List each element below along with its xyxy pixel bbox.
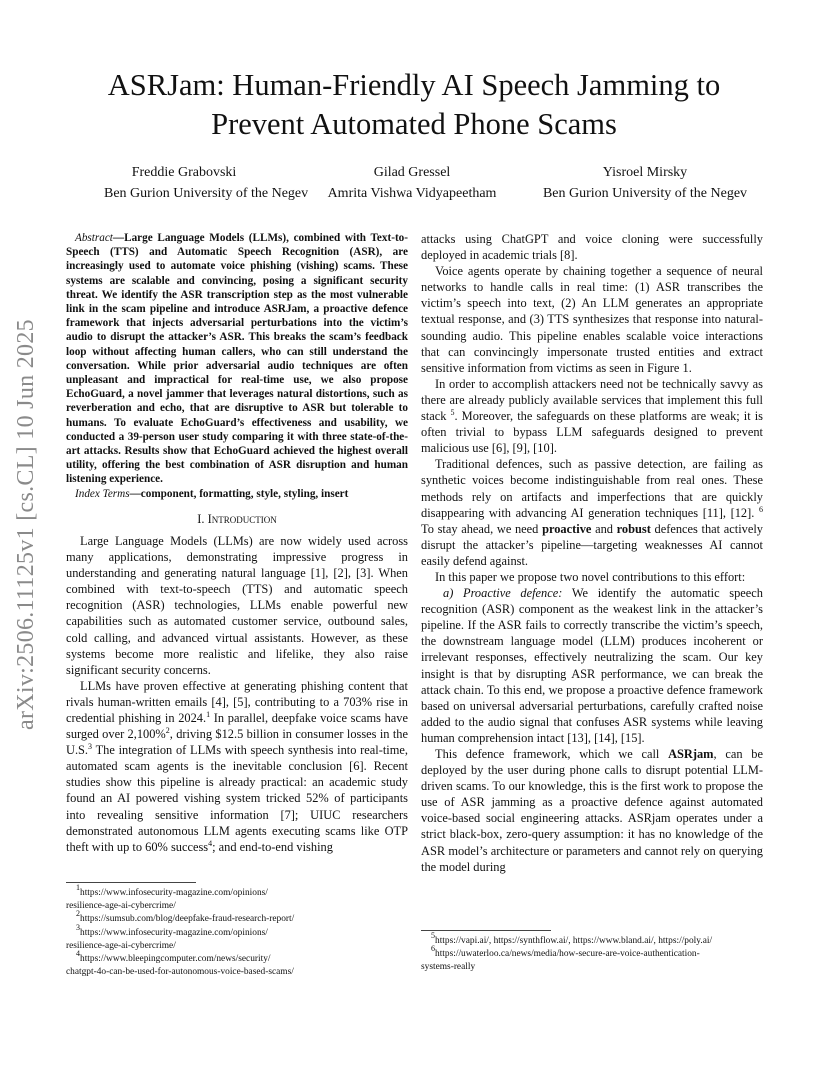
text-run: We identify the automatic speech recognition (ASR) component as the weakest link in the attacker’s pipeline. If the ASR fails to correctly transcribe the victim’s speech, the downstream language model (LLM) produces incoherent or irrelevant responses, effectively neutralizing the scam. Our key insight is that by disrupting ASR performance, we can break the attack chain. To this end, we propose a proactive defence framework based on universal adversarial perturbations, carefully crafted noise added to the audio signal that confuses ASR systems while leaving human comprehension intact [13], [14], [15]. bbox=[421, 586, 763, 745]
footnote bbox=[66, 922, 411, 953]
footnote-number: 6 bbox=[431, 944, 435, 954]
paragraph bbox=[421, 376, 763, 456]
subsection-heading: a) Proactive defence: bbox=[443, 586, 563, 601]
footnote-url: https://www.infosecurity-magazine.com/opinions/ bbox=[80, 927, 268, 938]
paragraph bbox=[421, 456, 763, 569]
text-run: and bbox=[591, 521, 617, 536]
footnote-number: 1 bbox=[76, 883, 80, 892]
text-run: ; and end-to-end vishing bbox=[212, 839, 333, 854]
text-run: The integration of LLMs with speech synthesis into real-time, automated scam agents is the inevitable conclusion [6]. Recent studies show this pipeline is already practical: an academic study found an AI powered vishing system tricked 52% of participants into revealing sensitive information [7]; UIUC researchers demonstrated autonomous LLM agents executing scams like OTP theft with up to 60% success bbox=[66, 743, 408, 854]
emphasis-asrjam: ASRjam bbox=[668, 747, 714, 761]
emphasis-proactive: proactive bbox=[542, 521, 592, 536]
footnote-url: https://www.infosecurity-magazine.com/opinions/ bbox=[80, 888, 268, 898]
footnote-number: 4 bbox=[76, 949, 80, 959]
footnote-number: 5 bbox=[431, 931, 435, 940]
footnote-url-cont: chatgpt-4o-can-be-used-for-autonomous-voice-based-scams/ bbox=[66, 967, 294, 978]
footnote-rule bbox=[421, 930, 551, 931]
text-run: defences that actively disrupt the attacker’s pipeline—targeting weaknesses AI cannot easily defend against. bbox=[421, 521, 764, 568]
right-column bbox=[421, 231, 763, 875]
author-block bbox=[320, 162, 504, 204]
paper-title: ASRJam: Human-Friendly AI Speech Jamming to Prevent Automated Phone Scams bbox=[107, 68, 721, 141]
text-run: LLMs have proven effective at generating phishing content that rivals human-written emails [4], [5], contributing to a 703% rise in credential phishing in 2024. bbox=[66, 678, 408, 725]
footnote-url: https://www.bleepingcomputer.com/news/security/ bbox=[80, 954, 271, 965]
paragraph: Voice agents operate by chaining together a sequence of neural networks to handle calls in real time: (1) ASR transcribes the victim’s speech into text, (2) An LLM generates an appropriate textual response, and (3) TTS synthesizes that response into natural-sounding audio. This pipeline enables scalable voice interactions that can convincingly impersonate trusted entities and extract sensitive information from victims as seen in Figure 1. bbox=[421, 264, 763, 375]
text-run: . Moreover, the safeguards on these platforms are weak; it is often trivial to bypass LLM safeguards designed to prevent malicious use [6], [9], [10]. bbox=[421, 409, 763, 456]
abstract-label: Abstract bbox=[75, 232, 113, 244]
footnotes-left bbox=[66, 882, 411, 979]
footnote-mark: 4 bbox=[208, 838, 213, 848]
footnote-url-cont: resilience-age-ai-cybercrime/ bbox=[66, 901, 176, 912]
abstract bbox=[66, 231, 408, 487]
paragraph bbox=[421, 746, 763, 875]
footnote bbox=[421, 944, 766, 974]
footnote-mark: 1 bbox=[206, 709, 211, 719]
author-block bbox=[520, 162, 770, 204]
paragraph: attacks using ChatGPT and voice cloning were successfully deployed in academic trials [8]. bbox=[421, 232, 763, 263]
paragraph bbox=[421, 585, 763, 746]
footnote bbox=[66, 949, 411, 979]
abstract-text: —Large Language Models (LLMs), combined with Text-to-Speech (TTS) and Automatic Speech Recognition (ASR), are increasingly used to automate voice phishing (vishing) scams. These systems are scalable and convincing, posing a significant security threat. We identify the ASR transcription step as the most vulnerable link in the scam pipeline and introduce ASRJam, a proactive defence framework that injects adversarial perturbations into the victim’s audio to disrupt the attacker’s ASR. This breaks the scam’s feedback loop without affecting human callers, who can still understand the conversation. While prior adversarial audio techniques are often unpleasant and impractical for real-time use, we also propose EchoGuard, a novel jammer that leverages natural distortions, such as reverberation and echo, that are disruptive to ASR but tolerable to humans. To evaluate EchoGuard’s effectiveness and usability, we conducted a 39-person user study comparing it with three state-of-the-art attacks. Results show that EchoGuard achieved the highest overall utility, offering the best combination of ASR disruption and human listening experience. bbox=[66, 232, 408, 486]
author-name: Freddie Grabovski bbox=[131, 165, 237, 180]
footnote-url: https://vapi.ai/, https://synthflow.ai/, https://www.bland.ai/, https://poly.ai/ bbox=[435, 936, 713, 946]
footnote-mark: 5 bbox=[450, 408, 455, 418]
index-terms-label: Index Terms bbox=[75, 487, 130, 500]
left-column bbox=[66, 231, 408, 855]
footnote bbox=[66, 909, 411, 926]
author-affiliation: Amrita Vishwa Vidyapeetham bbox=[327, 186, 497, 201]
author-block bbox=[104, 162, 309, 204]
text-run: , can be deployed by the user during phone calls to disrupt potential LLM-driven scams. To our knowledge, this is the first work to propose the use of ASR jamming as a proactive defence against automated voice-based social engineering attacks. ASRjam operates under a strict black-box, zero-query assumption: it has no knowledge of the ASR model’s architecture or parameters and cannot rely on querying the model during bbox=[421, 747, 763, 874]
footnote-mark: 2 bbox=[165, 726, 170, 736]
text-run: In order to accomplish attackers need not be technically savvy as there are already publicly available services that implement this full stack bbox=[421, 376, 763, 424]
paragraph: In this paper we propose two novel contributions to this effort: bbox=[435, 569, 746, 584]
paragraph bbox=[66, 678, 408, 855]
footnote-number: 3 bbox=[76, 922, 80, 932]
author-affiliation: Ben Gurion University of the Negev bbox=[542, 186, 748, 201]
footnote-url: https://sumsub.com/blog/deepfake-fraud-research-report/ bbox=[80, 914, 295, 925]
footnote-url-cont: systems-really bbox=[421, 962, 476, 973]
footnotes-right bbox=[421, 930, 766, 975]
text-run: In parallel, deepfake voice scams have surged over 2,100% bbox=[66, 710, 408, 742]
footnote-number: 2 bbox=[76, 909, 80, 919]
footnote-mark: 6 bbox=[759, 504, 763, 514]
arxiv-identifier: arXiv:2506.11125v1 [cs.CL] 10 Jun 2025 bbox=[13, 319, 39, 731]
text-run: To stay ahead, we need bbox=[421, 521, 543, 536]
footnote-mark: 3 bbox=[88, 742, 93, 752]
text-run: This defence framework, which we call bbox=[435, 747, 669, 761]
footnote bbox=[66, 883, 411, 913]
section-heading: I. Introduction bbox=[197, 511, 277, 526]
index-terms bbox=[66, 487, 408, 501]
paragraph: Large Language Models (LLMs) are now widely used across many applications, demonstrating impressive progress in understanding and generating natural language [1], [2], [3]. When combined with text-to-speech (TTS) and automatic speech recognition (ASR) technologies, LLMs enable powerful new capabilities such as automated customer service, outbound sales, cold calling, and advanced virtual assistants. However, as these systems become more realistic and lifelike, they also raise significant security concerns. bbox=[66, 533, 408, 677]
emphasis-robust: robust bbox=[616, 521, 651, 536]
author-name: Yisroel Mirsky bbox=[602, 165, 688, 180]
footnote bbox=[421, 931, 766, 948]
text-run: , driving $12.5 billion in consumer losses in the U.S. bbox=[66, 727, 408, 758]
index-terms-text: —component, formatting, style, styling, insert bbox=[129, 487, 349, 500]
text-run: Traditional defences, such as passive detection, are failing as synthetic voices become indistinguishable from real ones. These methods rely on artifacts and imperfections that are quickly disappearing with advancing AI generation techniques [11], [12]. bbox=[421, 457, 763, 520]
author-affiliation: Ben Gurion University of the Negev bbox=[104, 186, 309, 201]
footnote-url: https://uwaterloo.ca/news/media/how-secure-are-voice-authentication- bbox=[435, 949, 700, 960]
footnote-url-cont: resilience-age-ai-cybercrime/ bbox=[66, 940, 176, 951]
footnote-rule bbox=[66, 882, 196, 883]
author-name: Gilad Gressel bbox=[373, 165, 451, 180]
